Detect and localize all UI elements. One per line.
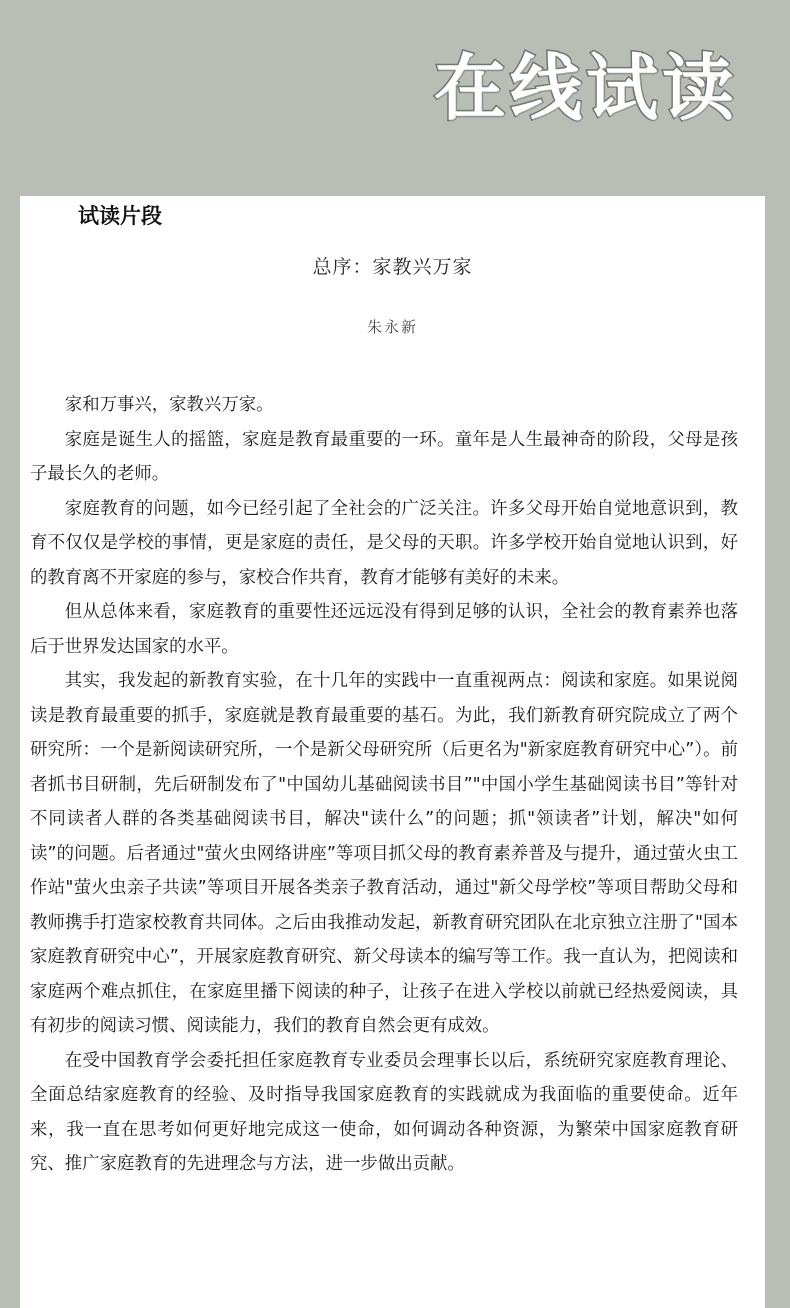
paragraph: 家庭教育的问题，如今已经引起了全社会的广泛关注。许多父母开始自觉地意识到，教育不仅仅是学校的事情，更是家庭的责任，是父母的天职。许多学校开始自觉地认识到，好的教育离不开家庭的参与，家校合作共育，教育才能够有美好的未来。 bbox=[30, 498, 738, 588]
paragraph: 在受中国教育学会委托担任家庭教育专业委员会理事长以后，系统研究家庭教育理论、全面总结家庭教育的经验、及时指导我国家庭教育的实践就成为我面临的重要使命。近年来，我一直在思考如何更好地完成这一使命，如何调动各种资源，为繁荣中国家庭教育研究、推广家庭教育的先进理念与方法，进一步做出贡献。 bbox=[30, 1050, 738, 1174]
paragraph: 家庭是诞生人的摇篮，家庭是教育最重要的一环。童年是人生最神奇的阶段，父母是孩子最长久的老师。 bbox=[30, 429, 738, 484]
section-label: 试读片段 bbox=[78, 204, 162, 228]
article-title: 总序：家教兴万家 bbox=[312, 256, 473, 278]
author-name: 朱永新 bbox=[366, 318, 418, 336]
banner-title: 在线试读 bbox=[433, 46, 738, 130]
body-text bbox=[30, 388, 738, 1182]
paragraph: 其实，我发起的新教育实验，在十几年的实践中一直重视两点：阅读和家庭。如果说阅读是教育最重要的抓手，家庭就是教育最重要的基石。为此，我们新教育研究院成立了两个研究所：一个是新阅读研究所，一个是新父母研究所（后更名为"新家庭教育研究中心”）。前者抓书目研制，先后研制发布了"中国幼儿基础阅读书目”"中国小学生基础阅读书目”等针对不同读者人群的各类基础阅读书目，解决"读什么”的问题；抓"领读者”计划，解决"如何读”的问题。后者通过"萤火虫网络讲座”等项目抓父母的教育素养普及与提升，通过萤火虫工作站"萤火虫亲子共读”等项目开展各类亲子教育活动，通过"新父母学校”等项目帮助父母和教师携手打造家校教育共同体。之后由我推动发起，新教育研究团队在北京独立注册了"国本家庭教育研究中心”，开展家庭教育研究、新父母读本的编写等工作。我一直认为，把阅读和家庭两个难点抓住，在家庭里播下阅读的种子，让孩子在进入学校以前就已经热爱阅读，具有初步的阅读习惯、阅读能力，我们的教育自然会更有成效。 bbox=[30, 671, 738, 1036]
excerpt-page bbox=[20, 196, 765, 1308]
paragraph: 家和万事兴，家教兴万家。 bbox=[64, 395, 274, 415]
paragraph: 但从总体来看，家庭教育的重要性还远远没有得到足够的认识，全社会的教育素养也落后于世界发达国家的水平。 bbox=[30, 602, 738, 657]
